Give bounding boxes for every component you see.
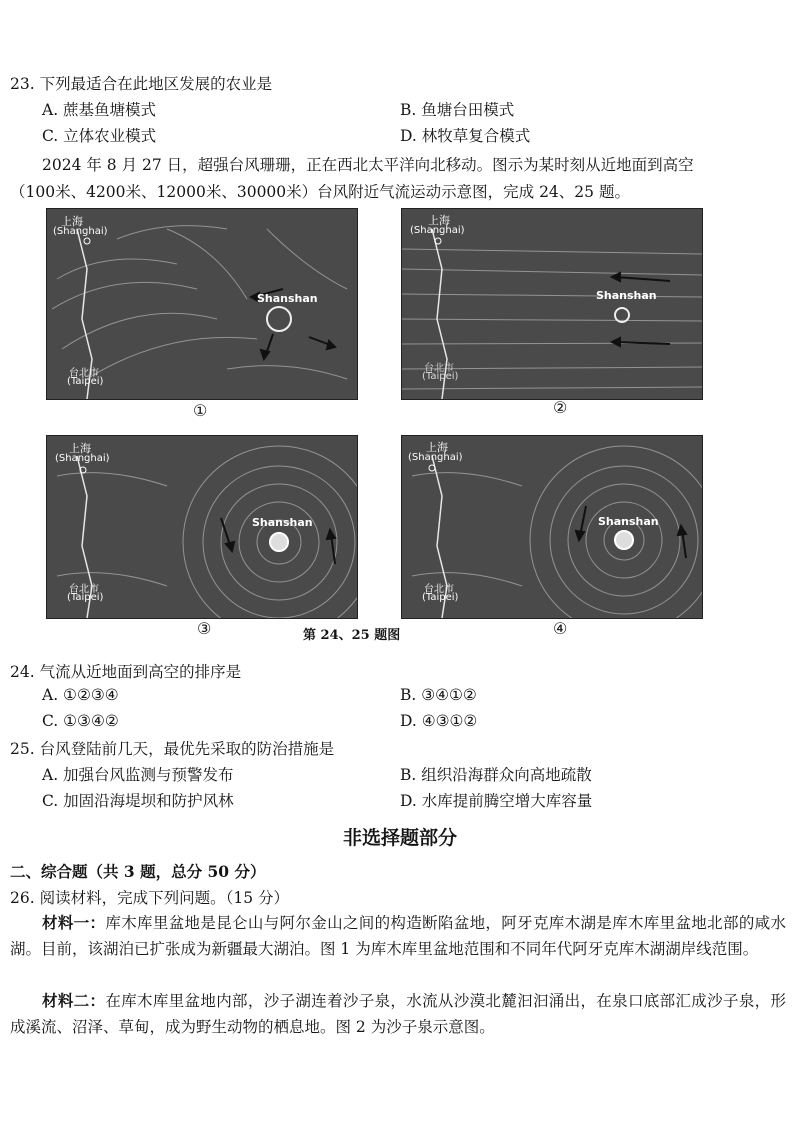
q25-option-a: A. 加强台风监测与预警发布 <box>42 766 234 784</box>
figure-panel-1 <box>46 208 358 400</box>
panel-3-city1-cn: 上海 <box>69 442 91 455</box>
panel-3-city2-cn: 台北市 <box>69 584 99 595</box>
q26-material-1-text: 库木库里盆地是昆仑山与阿尔金山之间的构造断陷盆地，阿牙克库木湖是库木库里盆地北部的咸水湖。目前，该湖泊已扩张成为新疆最大湖泊。图 1 为库木库里盆地范围和不同年代阿牙克库木湖湖岸线范围。 <box>10 914 786 958</box>
figure-panel-2 <box>401 208 703 400</box>
panel-2-city2-cn: 台北市 <box>424 363 454 374</box>
section-title: 非选择题部分 <box>342 827 457 849</box>
q23-option-d: D. 林牧草复合模式 <box>400 127 531 145</box>
panel-3-typhoon-eye <box>270 533 288 551</box>
figure-caption: 第 24、25 题图 <box>303 628 401 643</box>
q24-stem: 24. 气流从近地面到高空的排序是 <box>10 663 242 681</box>
section-part-heading: 二、综合题（共 3 题，总分 50 分） <box>10 862 266 881</box>
panel-2-arrows <box>612 273 670 346</box>
figure-panel-4 <box>401 435 703 619</box>
panel-2-typhoon-label: Shanshan <box>596 289 657 302</box>
q25-option-d: D. 水库提前腾空增大库容量 <box>400 792 593 810</box>
q23-stem: 23. 下列最适合在此地区发展的农业是 <box>10 75 273 93</box>
q24-option-a: A. ①②③④ <box>42 686 119 704</box>
panel-1-city1-cn: 上海 <box>61 215 83 228</box>
panel-4-typhoon-eye <box>615 531 633 549</box>
q23-option-a: A. 蔗基鱼塘模式 <box>42 101 157 119</box>
panel-3-city1-en: (Shanghai) <box>55 453 110 464</box>
panel-4-typhoon-label: Shanshan <box>598 515 659 528</box>
panel-2-city1-en: (Shanghai) <box>410 225 465 236</box>
panel-1-typhoon-label: Shanshan <box>257 292 318 305</box>
panel-4-arrows <box>576 506 686 558</box>
q26-material-2-label: 材料二： <box>42 991 106 1010</box>
panel-1-city2-cn: 台北市 <box>69 368 99 379</box>
q26-material-1 <box>10 910 786 962</box>
q25-option-b: B. 组织沿海群众向高地疏散 <box>400 766 592 784</box>
panel-2-label: ② <box>553 398 568 417</box>
panel-2-city1-cn: 上海 <box>428 214 450 227</box>
panel-4-city1-en: (Shanghai) <box>408 452 463 463</box>
q24-option-c: C. ①③④② <box>42 712 119 730</box>
panel-3-city2-en: (Taipei) <box>67 592 104 603</box>
panel-1-typhoon-eye <box>267 307 291 331</box>
panel-1-city2-en: (Taipei) <box>67 376 104 387</box>
q23-option-b: B. 鱼塘台田模式 <box>400 101 515 119</box>
q26-material-2 <box>10 988 786 1040</box>
figure-panel-3 <box>46 435 358 619</box>
q25-stem: 25. 台风登陆前几天，最优先采取的防治措施是 <box>10 740 335 758</box>
intro-line-1: 2024 年 8 月 27 日，超强台风珊珊，正在西北太平洋向北移动。图示为某时刻从近地面到高空 <box>42 156 694 174</box>
panel-1-shanghai-marker <box>84 238 90 244</box>
panel-1-city1-en: (Shanghai) <box>53 226 108 237</box>
intro-line-2: （100米、4200米、12000米、30000米）台风附近气流运动示意图，完成 24、25 题。 <box>10 183 630 201</box>
q26-material-2-text: 在库木库里盆地内部，沙子湖连着沙子泉，水流从沙漠北麓汩汩涌出，在泉口底部汇成沙子泉，形成溪流、沼泽、草甸，成为野生动物的栖息地。图 2 为沙子泉示意图。 <box>10 992 786 1036</box>
panel-4-city1-cn: 上海 <box>426 441 448 454</box>
q25-option-c: C. 加固沿海堤坝和防护风林 <box>42 792 234 810</box>
q26-stem: 26. 阅读材料，完成下列问题。（15 分） <box>10 889 289 907</box>
panel-2-city2-en: (Taipei) <box>422 371 459 382</box>
panel-4-city2-cn: 台北市 <box>424 584 454 595</box>
panel-1-label: ① <box>193 401 208 420</box>
q24-option-d: D. ④③①② <box>400 712 478 730</box>
panel-2-shanghai-marker <box>435 238 441 244</box>
q24-option-b: B. ③④①② <box>400 686 477 704</box>
panel-3-typhoon-label: Shanshan <box>252 516 313 529</box>
panel-4-city2-en: (Taipei) <box>422 592 459 603</box>
q23-option-c: C. 立体农业模式 <box>42 127 157 145</box>
panel-3-label: ③ <box>197 619 212 638</box>
q26-material-1-label: 材料一： <box>42 913 106 932</box>
panel-4-label: ④ <box>553 619 568 638</box>
panel-4-shanghai-marker <box>429 465 435 471</box>
panel-2-typhoon-eye <box>615 308 629 322</box>
